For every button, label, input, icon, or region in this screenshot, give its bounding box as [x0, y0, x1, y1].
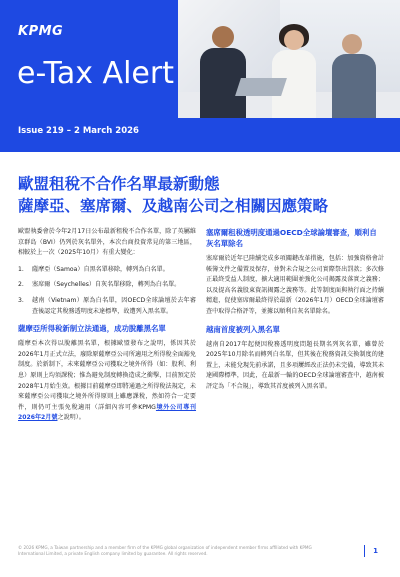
newsletter-link[interactable]: 境外公司專刊2026年2月號 — [18, 403, 197, 422]
change-list — [18, 265, 196, 317]
samoa-paragraph: 薩摩亞本次得以脫離黑名單，根據歐盟發布之說明，係因其於2026年1月正式立法，廢除原薩摩亞公司所適用之所得稅全面豁免制度。於新制下，未來薩摩亞公司獲取之境外所得（如：股利、利息）原則上均須課稅；惟為避免制度轉換造成之衝擊，目前預定於2028年1月始生效。根據目前薩摩亞即將通過之所得稅法規定，未來薩摩亞公司獲取之境外所得原則上雖應課稅，然如符合一定要件，則仍可主張免稅適用（詳細內容可參KPMG境外公司專刊2026年2月號之說明）。 — [18, 340, 197, 422]
article-title — [18, 173, 388, 217]
hero-photo — [178, 0, 400, 118]
issue-label: Issue 219 – 2 March 2026 — [18, 126, 139, 136]
section-heading-samoa: 薩摩亞所得稅新制立法通過，成功脫離黑名單 — [18, 324, 166, 334]
right-column — [206, 227, 384, 399]
list-item: 2. 塞席爾（Seychelles）自灰名單移除，轉列為白名單。 — [18, 281, 181, 289]
intro-paragraph: 歐盟執委會於今年2月17日公布最新租稅不合作名單，除了英屬維京群島（BVI）仍列於灰名單外，本次台商投資常見的第三地區，相較於上一次（2025年10月）有重大變化： — [18, 228, 196, 257]
kpmg-logo: KPMG — [18, 24, 64, 39]
vietnam-paragraph: 越南自2017年起便因稅務透明度問題長期名列灰名單，雖曾於2025年10月除名而轉列白名單，但其後在稅務資訊交換制度的建置上，未能兌現先前承諾，且多項屢經改正法仍未完備，導致其未達國際標準，因此，在最新一輪的OECD全球論壇審查中，越南被評定為「不合規」，導致其首度被列入黑名單。 — [206, 340, 384, 390]
list-item: 1. 薩摩亞（Samoa）自黑名單移除，轉列為白名單。 — [18, 265, 169, 273]
list-item: 3. 越南（Vietnam）原為白名單，因OECD全球論壇於去年審查後認定其稅務透明度未達標準，故遭列入黑名單。 — [18, 296, 196, 315]
seychelles-paragraph: 塞席爾於近年已陸續完成多項關鍵改革措施，包括：加強資格會計帳簿文件之備置及保存，並對未合規之公司實際祭出罰款；多次修正最終受益人制度，擴大適用範圍並強化公司揭露及落實之義務；以及提高名義股東資訊揭露之義務等。此等制度面與執行面之持續精進，促使塞席爾最終得於最新（2026年1月）OECD全球論壇審查中取得合格評等，並據以順利自灰名單除名。 — [206, 255, 384, 315]
article-title-line1: 歐盟租稅不合作名單最新動態 — [18, 175, 220, 193]
page-number: 1 — [364, 545, 378, 557]
section-heading-vietnam: 越南首度被列入黑名單 — [206, 324, 280, 334]
hero-banner — [0, 0, 400, 152]
copyright-footer: © 2026 KPMG, a Taiwan partnership and a member firm of the KPMG global organization of independent member firms affiliated with KPMG International Limited, a private English company limited by guarantee. All rights reserved. — [18, 545, 312, 556]
section-heading-seychelles: 塞席爾租稅透明度通過OECD全球論壇審查，順利自灰名單除名 — [206, 228, 377, 248]
publication-title: e-Tax Alert — [17, 56, 174, 91]
left-column — [18, 227, 196, 430]
article-title-line2: 薩摩亞、塞席爾、及越南公司之相關因應策略 — [18, 197, 329, 215]
